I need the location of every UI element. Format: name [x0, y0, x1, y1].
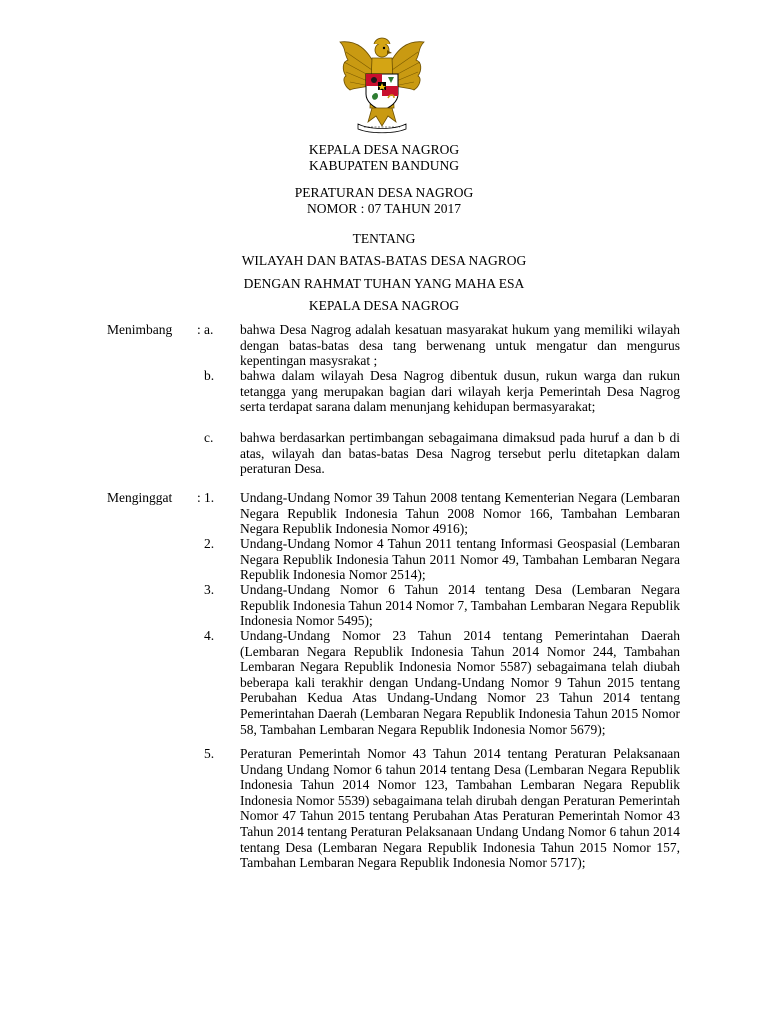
menimbang-marker-a: a.	[204, 322, 214, 337]
header-subtitle: KABUPATEN BANDUNG	[309, 158, 459, 173]
menimbang-marker-b: b.	[204, 368, 215, 383]
mengingat-marker-3: 3.	[204, 582, 215, 597]
regulation-number: NOMOR : 07 TAHUN 2017	[307, 201, 461, 216]
header-title: KEPALA DESA NAGROG	[308, 142, 460, 157]
menimbang-colon: :	[197, 322, 201, 337]
menimbang-section	[0, 322, 768, 482]
menimbang-item-c: bahwa berdasarkan pertimbangan sebagaimana dimaksud pada huruf a dan b di atas, wilayah dan batas-batas Desa Nagrog tersebut perlu ditetapkan dalam peraturan Desa.	[240, 430, 680, 477]
mengingat-item-1: Undang-Undang Nomor 39 Tahun 2008 tentang Kementerian Negara (Lembaran Negara Republik Indonesia Tahun 2008 Nomor 166, Tambahan Lembaran Negara Republik Indonesia Nomor 4916);	[240, 490, 680, 537]
mengingat-marker-4: 4.	[204, 628, 215, 643]
menimbang-item-a: bahwa Desa Nagrog adalah kesatuan masyarakat hukum yang memiliki wilayah dengan batas-batas desa tang berwenang untuk mengatur dan mengurus kepentingan masysrakat ;	[240, 322, 680, 369]
mengingat-item-5: Peraturan Pemerintah Nomor 43 Tahun 2014 tentang Peraturan Pelaksanaan Undang Undang Nomor 6 tahun 2014 tentang Desa (Lembaran Negara Republik Indonesia Tahun 2014 Nomor 123, Tambahan Lembaran Negara Republik Indonesia Nomor 5539) sebagaimana telah dirubah dengan Peraturan Pemerintah Nomor 47 Tahun 2015 tentang Perubahan Atas Peraturan Pemerintah Nomor 43 Tahun 2014 tentang Peraturan Pelaksanaan Undang Undang Nomor 6 tahun 2014 tentang Desa (Lembaran Negara Republik Indonesia Tahun 2015 Nomor 157, Tambahan Lembaran Negara Republik Indonesia Nomor 5717);	[240, 746, 680, 871]
mengingat-colon: :	[197, 490, 201, 505]
menimbang-marker-c: c.	[204, 430, 214, 445]
authority-line: KEPALA DESA NAGROG	[308, 298, 460, 313]
regulation-title: PERATURAN DESA NAGROG	[294, 185, 474, 200]
mengingat-marker-1: 1.	[204, 490, 215, 505]
mengingat-item-4: Undang-Undang Nomor 23 Tahun 2014 tentang Pemerintahan Daerah (Lembaran Negara Republik Indonesia Tahun 2014 Nomor 244, Tambahan Lembaran Negara Republik Indonesia Nomor 5587) sebagaimana telah diubah beberapa kali terakhir dengan Undang-Undang Nomor 9 Tahun 2015 tentang Perubahan Kedua Atas Undang-Undang Nomor 23 Tahun 2014 tentang Pemerintahan Daerah (Lembaran Negara Republik Indonesia Tahun 2015 Nomor 58, Tambahan Lembaran Negara Republik Indonesia Nomor 5679);	[240, 628, 680, 737]
menimbang-item-b: bahwa dalam wilayah Desa Nagrog dibentuk dusun, rukun warga dan rukun tetangga yang merupakan bagian dari wilayah kerja Pemerintah Desa Nagrog serta terdapat sarana dalam menunjang kehidupan bermasyarakat;	[240, 368, 680, 415]
mengingat-label: Menginggat	[107, 490, 173, 505]
menimbang-label: Menimbang	[107, 322, 173, 337]
mengingat-item-3: Undang-Undang Nomor 6 Tahun 2014 tentang Desa (Lembaran Negara Republik Indonesia Tahun 2014 Nomor 7, Tambahan Lembaran Negara Republik Indonesia Nomor 5495);	[240, 582, 681, 629]
mengingat-marker-2: 2.	[204, 536, 215, 551]
about-heading: TENTANG	[352, 231, 416, 246]
mengingat-item-2: Undang-Undang Nomor 4 Tahun 2011 tentang Informasi Geospasial (Lembaran Negara Republik Indonesia Tahun 2011 Nomor 49, Tambahan Lembaran Negara Republik Indonesia Nomor 2514);	[240, 536, 680, 583]
garuda-emblem-icon	[332, 30, 432, 134]
blessing-line: DENGAN RAHMAT TUHAN YANG MAHA ESA	[243, 276, 525, 291]
mengingat-section	[0, 490, 768, 910]
mengingat-marker-5: 5.	[204, 746, 215, 761]
subject-heading: WILAYAH DAN BATAS-BATAS DESA NAGROG	[241, 253, 527, 268]
